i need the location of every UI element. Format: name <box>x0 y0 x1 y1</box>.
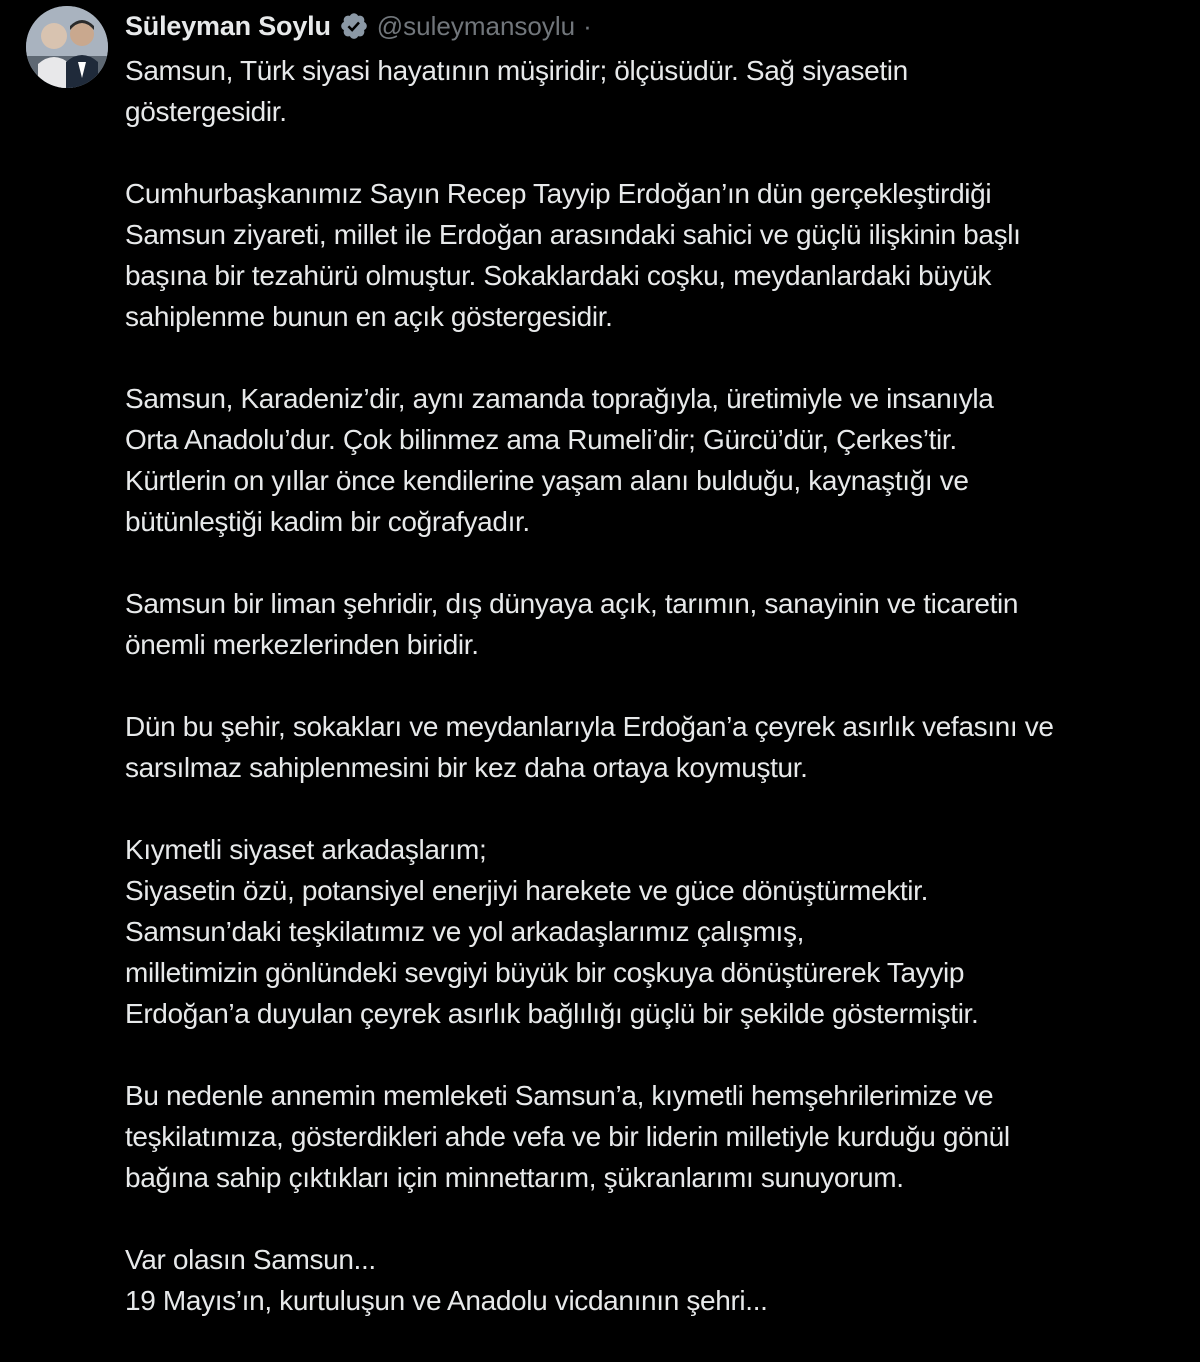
tweet-text-line: 19 Mayıs’ın, kurtuluşun ve Anadolu vicdanının şehri... <box>125 1285 768 1316</box>
tweet-text-line: başına bir tezahürü olmuştur. Sokaklardaki coşku, meydanlardaki büyük <box>125 260 992 291</box>
tweet-text-line: Erdoğan’a duyulan çeyrek asırlık bağlılığı güçlü bir şekilde göstermiştir. <box>125 998 979 1029</box>
tweet-header <box>125 6 1187 46</box>
tweet-paragraph <box>125 706 1187 788</box>
author-display-name[interactable]: Süleyman Soylu <box>125 10 331 41</box>
tweet-text-line: Cumhurbaşkanımız Sayın Recep Tayyip Erdoğan’ın dün gerçekleştirdiği <box>125 178 992 209</box>
tweet-text-line: Bu nedenle annemin memleketi Samsun’a, kıymetli hemşehrilerimize ve <box>125 1080 994 1111</box>
tweet-content <box>125 6 1187 1362</box>
tweet-text-line: Kürtlerin on yıllar önce kendilerine yaşam alanı bulduğu, kaynaştığı ve <box>125 465 969 496</box>
tweet-paragraph <box>125 378 1187 542</box>
tweet-text-line: bütünleştiği kadim bir coğrafyadır. <box>125 506 530 537</box>
tweet-text-line: Siyasetin özü, potansiyel enerjiyi harekete ve güce dönüştürmektir. <box>125 875 929 906</box>
avatar-photo <box>26 6 108 88</box>
tweet-text-line: Orta Anadolu’dur. Çok bilinmez ama Rumeli’dir; Gürcü’dür, Çerkes’tir. <box>125 424 957 455</box>
tweet-paragraph <box>125 1239 1187 1321</box>
tweet-text-line: sarsılmaz sahiplenmesini bir kez daha ortaya koymuştur. <box>125 752 808 783</box>
tweet-paragraph <box>125 829 1187 1034</box>
tweet-text-line: göstergesidir. <box>125 96 287 127</box>
tweet-paragraph <box>125 1075 1187 1198</box>
tweet-text-line: teşkilatımıza, gösterdikleri ahde vefa ve bir liderin milletiyle kurduğu gönül <box>125 1121 1010 1152</box>
tweet-text-line: Kıymetli siyaset arkadaşlarım; <box>125 834 487 865</box>
tweet-text-line: Samsun’daki teşkilatımız ve yol arkadaşlarımız çalışmış, <box>125 916 805 947</box>
tweet-text-line: milletimizin gönlündeki sevgiyi büyük bir coşkuya dönüştürerek Tayyip <box>125 957 965 988</box>
tweet-text-line: Samsun ziyareti, millet ile Erdoğan arasındaki sahici ve güçlü ilişkinin başlı <box>125 219 1021 250</box>
tweet-text-line: önemli merkezlerinden biridir. <box>125 629 479 660</box>
tweet-text-line: Samsun, Karadeniz’dir, aynı zamanda toprağıyla, üretimiyle ve insanıyla <box>125 383 994 414</box>
tweet-text-line: sahiplenme bunun en açık göstergesidir. <box>125 301 613 332</box>
tweet-text-line: Var olasın Samsun... <box>125 1244 376 1275</box>
author-avatar[interactable] <box>26 6 108 88</box>
tweet-paragraph <box>125 173 1187 337</box>
tweet-paragraph <box>125 583 1187 665</box>
header-separator: · <box>583 10 592 41</box>
author-handle[interactable]: @suleymansoylu <box>376 10 576 41</box>
tweet-paragraph <box>125 50 1187 132</box>
tweet-text-line: Samsun bir liman şehridir, dış dünyaya açık, tarımın, sanayinin ve ticaretin <box>125 588 1019 619</box>
tweet-text-line: Samsun, Türk siyasi hayatının müşiridir; ölçüsüdür. Sağ siyasetin <box>125 55 908 86</box>
tweet-text-line: Dün bu şehir, sokakları ve meydanlarıyla Erdoğan’a çeyrek asırlık vefasını ve <box>125 711 1054 742</box>
tweet-text <box>125 50 1187 1321</box>
verified-badge-icon[interactable] <box>339 11 369 41</box>
tweet-text-line: bağına sahip çıktıkları için minnettarım, şükranlarımı sunuyorum. <box>125 1162 904 1193</box>
